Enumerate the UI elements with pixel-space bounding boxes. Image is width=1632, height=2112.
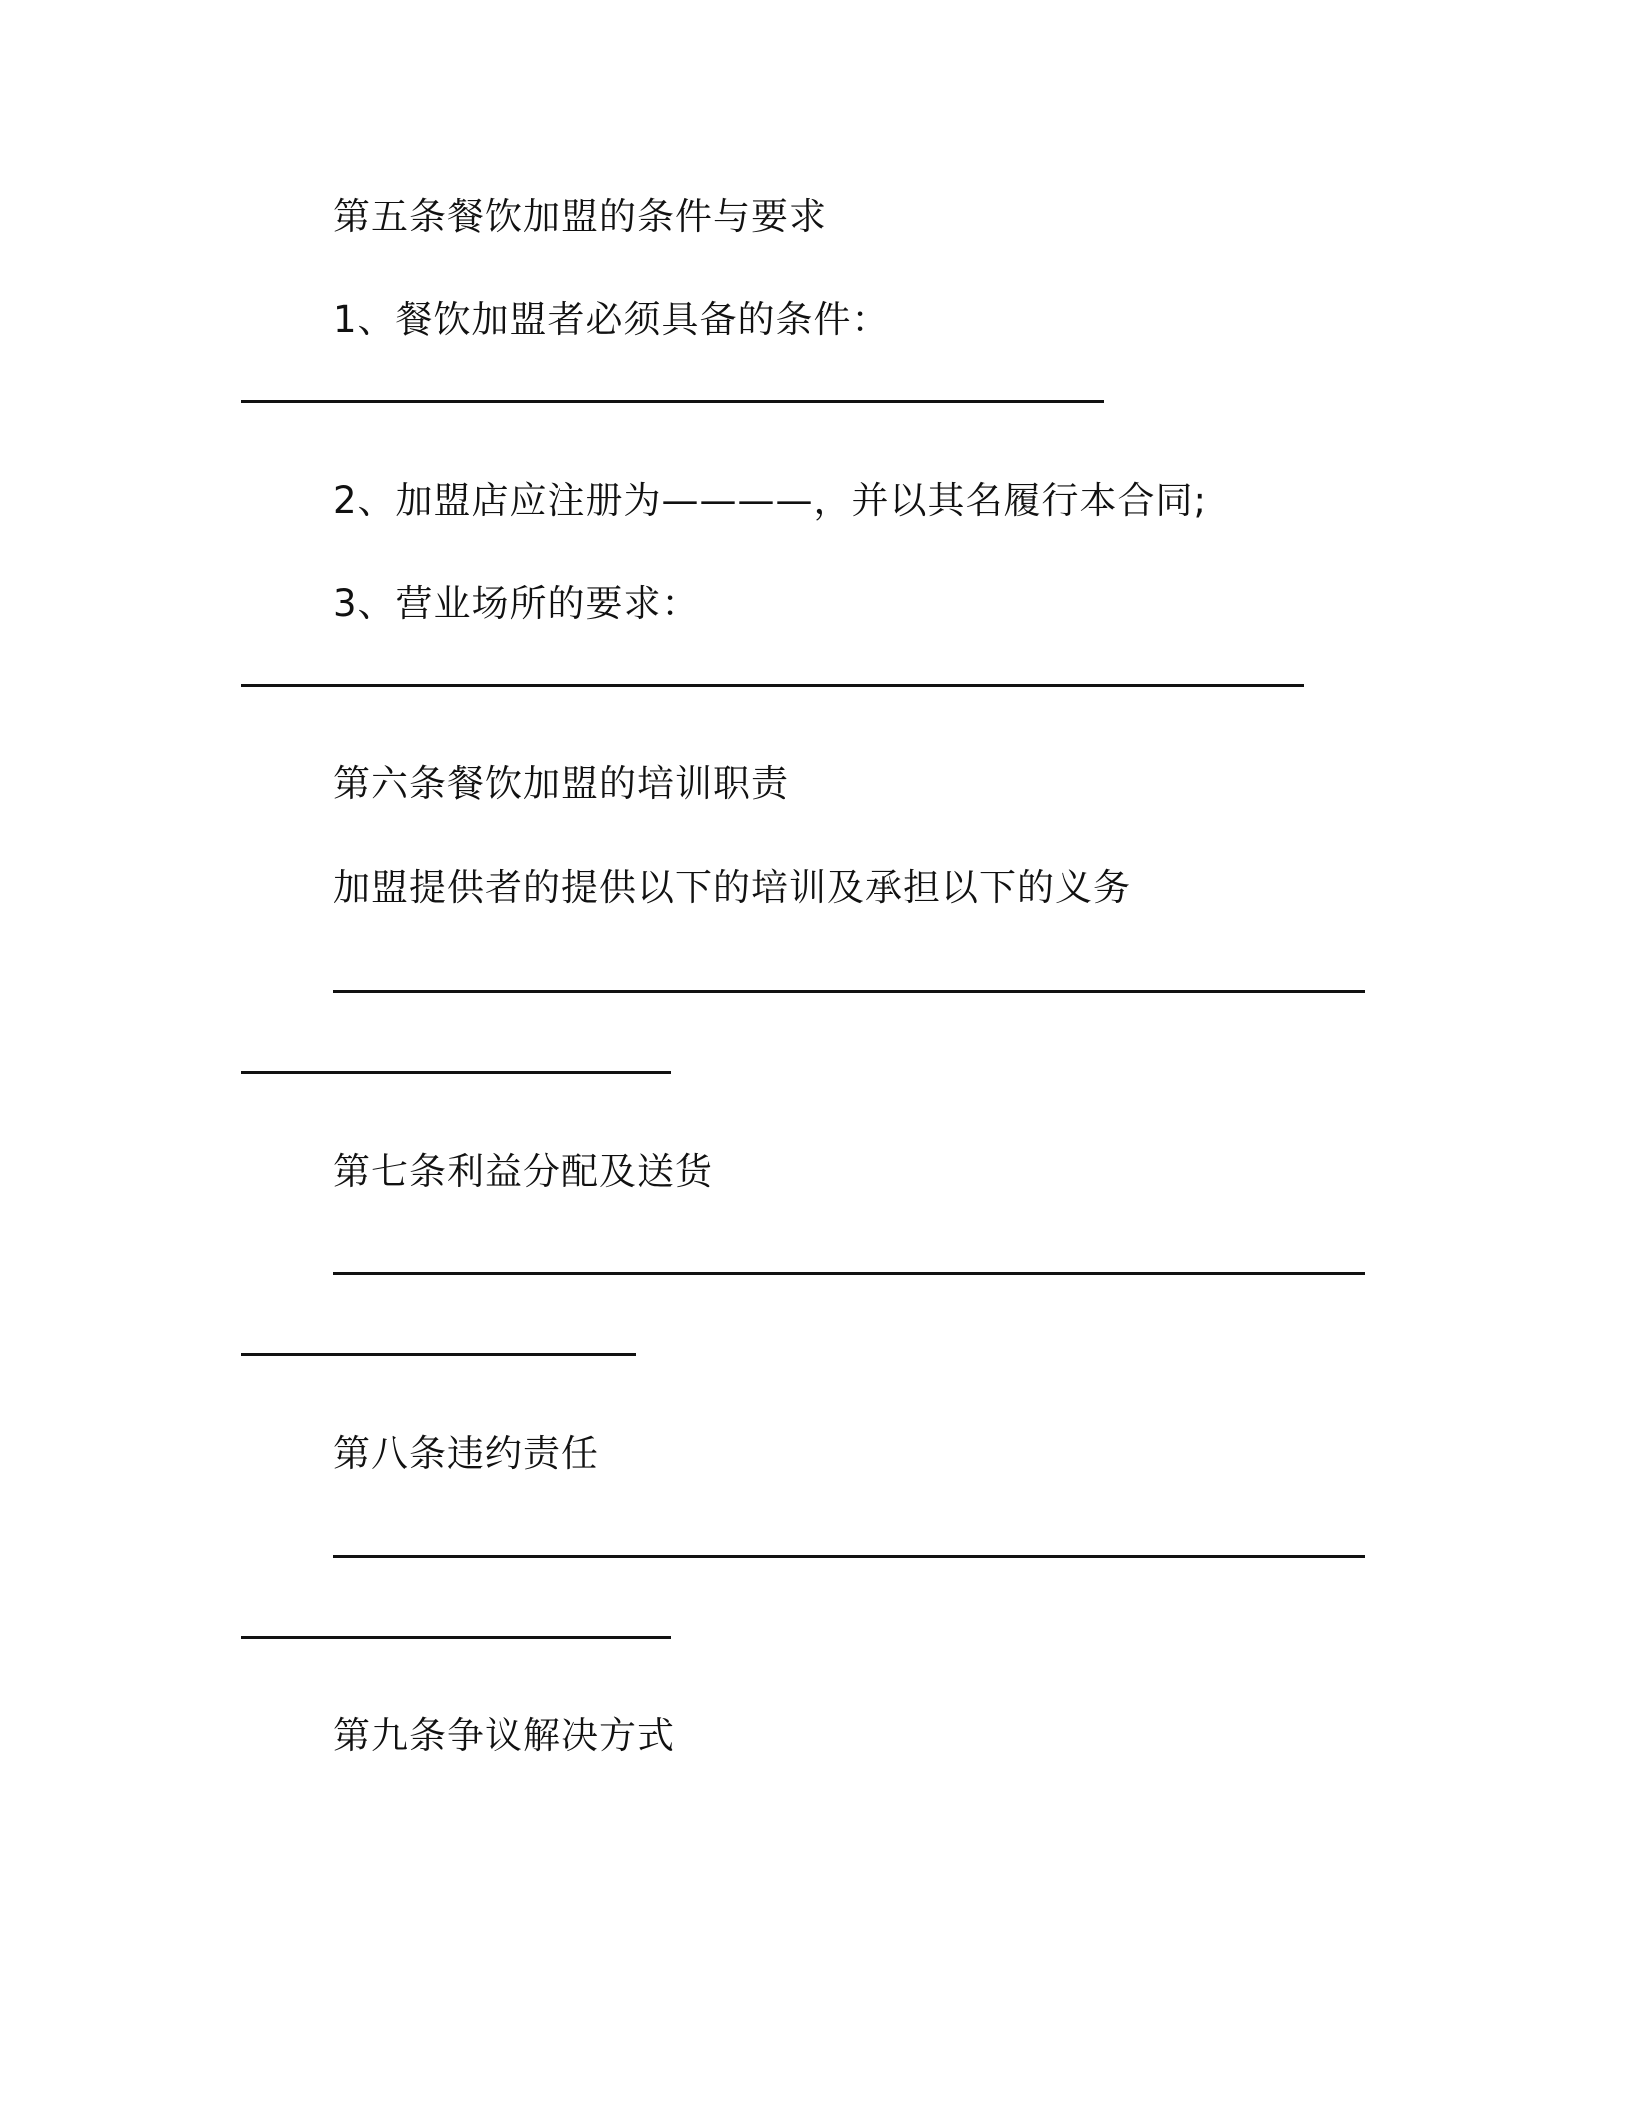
blank-line-5a [333, 1555, 1365, 1558]
article-5-item-2: 2、加盟店应注册为————，并以其名履行本合同; [333, 479, 1208, 522]
blank-line-4b [241, 1353, 636, 1356]
blank-line-1 [241, 400, 1104, 403]
article-5-item-3: 3、营业场所的要求： [333, 582, 700, 625]
article-6-body: 加盟提供者的提供以下的培训及承担以下的义务 [333, 866, 1131, 909]
blank-line-2 [241, 684, 1304, 687]
article-9-heading: 第九条争议解决方式 [333, 1714, 675, 1757]
article-5-item-1: 1、餐饮加盟者必须具备的条件： [333, 298, 890, 341]
article-7-heading: 第七条利益分配及送货 [333, 1150, 713, 1193]
blank-line-4a [333, 1272, 1365, 1275]
blank-line-3a [333, 990, 1365, 993]
blank-line-5b [241, 1636, 671, 1639]
blank-line-3b [241, 1071, 671, 1074]
article-8-heading: 第八条违约责任 [333, 1432, 599, 1475]
article-5-heading: 第五条餐饮加盟的条件与要求 [333, 195, 827, 238]
article-6-heading: 第六条餐饮加盟的培训职责 [333, 762, 789, 805]
